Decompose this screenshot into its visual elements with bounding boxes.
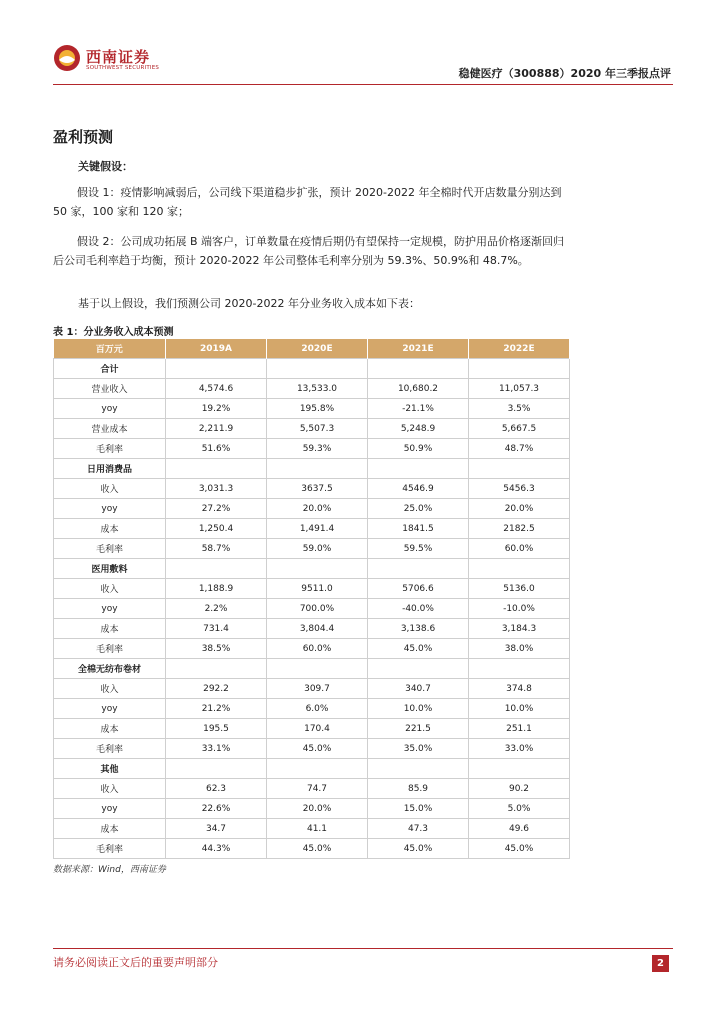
value-cell [368,559,469,579]
value-cell: -21.1% [368,399,469,419]
key-assumptions-label: 关键假设： [78,160,133,173]
value-cell: 1,491.4 [267,519,368,539]
row-label-cell: 收入 [54,479,166,499]
value-cell: 3,031.3 [166,479,267,499]
row-label-cell: yoy [54,499,166,519]
table-row [54,659,570,679]
value-cell: 27.2% [166,499,267,519]
row-label-cell: 收入 [54,779,166,799]
value-cell [267,759,368,779]
table-row [54,439,570,459]
table-row [54,359,570,379]
value-cell: 5136.0 [469,579,570,599]
value-cell: 170.4 [267,719,368,739]
value-cell: 44.3% [166,839,267,859]
value-cell: 58.7% [166,539,267,559]
value-cell: 45.0% [469,839,570,859]
value-cell: 2,211.9 [166,419,267,439]
value-cell: 309.7 [267,679,368,699]
value-cell [469,759,570,779]
value-cell: 10.0% [469,699,570,719]
value-cell [166,759,267,779]
value-cell: 90.2 [469,779,570,799]
value-cell [469,459,570,479]
value-cell: 292.2 [166,679,267,699]
value-cell: 3.5% [469,399,570,419]
table-row [54,399,570,419]
value-cell: 60.0% [267,639,368,659]
value-cell: 33.0% [469,739,570,759]
table-row [54,379,570,399]
table-row [54,519,570,539]
value-cell [267,559,368,579]
row-label-cell: 营业成本 [54,419,166,439]
table-row [54,419,570,439]
value-cell: 5,248.9 [368,419,469,439]
value-cell [469,359,570,379]
value-cell: 3,184.3 [469,619,570,639]
table-row [54,739,570,759]
value-cell: 45.0% [368,839,469,859]
value-cell: 6.0% [267,699,368,719]
value-cell: 59.5% [368,539,469,559]
value-cell [166,559,267,579]
header-cell-2019a: 2019A [166,339,267,359]
value-cell: 19.2% [166,399,267,419]
table-row [54,759,570,779]
value-cell: 5.0% [469,799,570,819]
value-cell [267,659,368,679]
header-cell-2022e: 2022E [469,339,570,359]
value-cell: 48.7% [469,439,570,459]
forecast-intro: 基于以上假设，我们预测公司 2020-2022 年分业务收入成本如下表： [78,297,420,310]
forecast-table [53,339,570,859]
value-cell [368,459,469,479]
value-cell: 47.3 [368,819,469,839]
row-label-cell: 毛利率 [54,839,166,859]
value-cell: 5,507.3 [267,419,368,439]
value-cell: 374.8 [469,679,570,699]
table-row [54,539,570,559]
value-cell: 41.1 [267,819,368,839]
value-cell: 38.5% [166,639,267,659]
value-cell: 1,250.4 [166,519,267,539]
row-label-cell: 毛利率 [54,439,166,459]
value-cell: 49.6 [469,819,570,839]
value-cell: -10.0% [469,599,570,619]
value-cell [368,359,469,379]
value-cell: 221.5 [368,719,469,739]
value-cell: 21.2% [166,699,267,719]
logo-subtitle: SOUTHWEST SECURITIES [86,65,160,71]
value-cell: 4,574.6 [166,379,267,399]
row-label-cell: 收入 [54,579,166,599]
value-cell: 45.0% [368,639,469,659]
section-title: 盈利预测 [53,128,114,146]
table-row [54,459,570,479]
table-row [54,719,570,739]
value-cell: 20.0% [267,799,368,819]
value-cell: 10,680.2 [368,379,469,399]
table-body [54,359,570,859]
row-label-cell: 成本 [54,719,166,739]
value-cell: 50.9% [368,439,469,459]
value-cell: 34.7 [166,819,267,839]
value-cell: 340.7 [368,679,469,699]
value-cell: 3,138.6 [368,619,469,639]
table-row [54,799,570,819]
table-row [54,479,570,499]
value-cell: 15.0% [368,799,469,819]
value-cell [166,459,267,479]
value-cell: 25.0% [368,499,469,519]
row-label-cell: 毛利率 [54,539,166,559]
row-label-cell: 成本 [54,619,166,639]
row-label-cell: 日用消费品 [54,459,166,479]
value-cell: 5456.3 [469,479,570,499]
table-row [54,499,570,519]
value-cell: 35.0% [368,739,469,759]
value-cell: 20.0% [267,499,368,519]
value-cell [267,459,368,479]
value-cell: 9511.0 [267,579,368,599]
value-cell: 33.1% [166,739,267,759]
value-cell: 10.0% [368,699,469,719]
row-label-cell: 营业收入 [54,379,166,399]
footer-divider [53,948,673,949]
header-cell-unit: 百万元 [54,339,166,359]
value-cell [469,559,570,579]
page-header [0,0,724,90]
row-label-cell: 合计 [54,359,166,379]
table-row [54,559,570,579]
value-cell: 731.4 [166,619,267,639]
company-logo [53,44,193,78]
value-cell: 13,533.0 [267,379,368,399]
assumption-2: 假设 2：公司成功拓展 B 端客户，订单数量在疫情后期仍有望保持一定规模，防护用品价格逐渐回归后公司毛利率趋于均衡，预计 2020-2022 年公司整体毛利率分别为 59.3%、50.9%和 48.7%。 [53,235,565,267]
value-cell: 1841.5 [368,519,469,539]
table-row [54,599,570,619]
row-label-cell: 收入 [54,679,166,699]
value-cell: 74.7 [267,779,368,799]
value-cell: 195.5 [166,719,267,739]
table-row [54,779,570,799]
report-title: 稳健医疗（300888）2020 年三季报点评 [458,67,671,80]
value-cell: 11,057.3 [469,379,570,399]
table-row [54,699,570,719]
page-number: 2 [652,955,669,972]
value-cell: 60.0% [469,539,570,559]
data-source: 数据来源：Wind，西南证券 [53,865,166,875]
value-cell: 3,804.4 [267,619,368,639]
row-label-cell: 毛利率 [54,639,166,659]
value-cell: 2182.5 [469,519,570,539]
value-cell: 62.3 [166,779,267,799]
table-header-row [54,339,570,359]
value-cell: 4546.9 [368,479,469,499]
table-row [54,619,570,639]
header-cell-2020e: 2020E [267,339,368,359]
value-cell: 51.6% [166,439,267,459]
header-cell-2021e: 2021E [368,339,469,359]
row-label-cell: 医用敷料 [54,559,166,579]
value-cell: 251.1 [469,719,570,739]
value-cell [166,359,267,379]
table-caption: 表 1：分业务收入成本预测 [53,327,174,338]
table-row [54,579,570,599]
value-cell: -40.0% [368,599,469,619]
row-label-cell: 毛利率 [54,739,166,759]
table-row [54,679,570,699]
value-cell: 1,188.9 [166,579,267,599]
assumption-1: 假设 1：疫情影响减弱后，公司线下渠道稳步扩张，预计 2020-2022 年全棉时代开店数量分别达到 50 家，100 家和 120 家； [53,186,562,218]
logo-emblem-icon [53,44,81,72]
row-label-cell: 全棉无纺布卷材 [54,659,166,679]
logo-text: 西南证券 [86,48,151,66]
table-row [54,639,570,659]
row-label-cell: yoy [54,799,166,819]
value-cell: 20.0% [469,499,570,519]
row-label-cell: 成本 [54,519,166,539]
row-label-cell: yoy [54,699,166,719]
value-cell: 5,667.5 [469,419,570,439]
table-row [54,819,570,839]
value-cell: 38.0% [469,639,570,659]
footer-disclaimer: 请务必阅读正文后的重要声明部分 [53,956,218,969]
value-cell [469,659,570,679]
row-label-cell: yoy [54,599,166,619]
row-label-cell: 成本 [54,819,166,839]
value-cell: 59.0% [267,539,368,559]
value-cell: 5706.6 [368,579,469,599]
value-cell: 22.6% [166,799,267,819]
value-cell: 2.2% [166,599,267,619]
value-cell [166,659,267,679]
row-label-cell: 其他 [54,759,166,779]
value-cell [368,759,469,779]
header-divider [53,84,673,85]
value-cell: 45.0% [267,839,368,859]
table-row [54,839,570,859]
value-cell [267,359,368,379]
value-cell: 45.0% [267,739,368,759]
row-label-cell: yoy [54,399,166,419]
value-cell: 195.8% [267,399,368,419]
value-cell [368,659,469,679]
value-cell: 85.9 [368,779,469,799]
value-cell: 3637.5 [267,479,368,499]
value-cell: 59.3% [267,439,368,459]
value-cell: 700.0% [267,599,368,619]
